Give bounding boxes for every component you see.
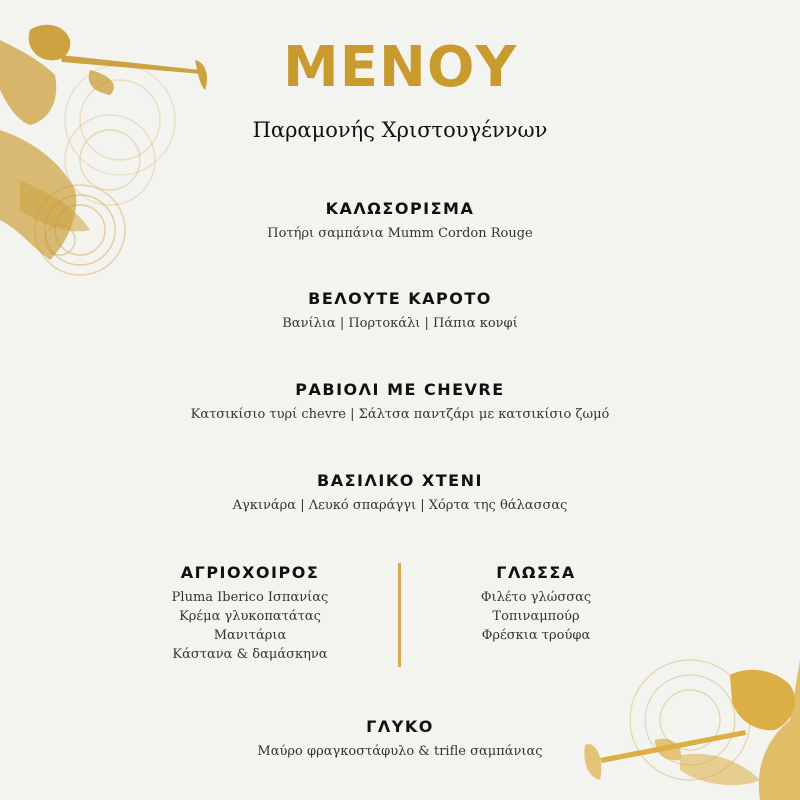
- main-choice-heading: ΓΛΩΣΣΑ: [496, 563, 576, 582]
- course-ravioli: [0, 379, 800, 426]
- main-choice-item: Κάστανα & δαμάσκηνα: [172, 647, 328, 662]
- course-description: Αγκινάρα | Λευκό σπαράγγι | Χόρτα της θάλασσας: [232, 498, 568, 513]
- menu-subtitle: Παραμονής Χριστουγέννων: [252, 118, 548, 142]
- main-choice-item: Φρέσκια τρούφα: [481, 628, 591, 643]
- course-welcome: [0, 198, 800, 245]
- course-description: Κατσικίσιο τυρί chevre | Σάλτσα παντζάρι με κατσικίσιο ζωμό: [190, 407, 610, 422]
- course-heading: ΚΑΛΩΣΟΡΙΣΜΑ: [325, 199, 475, 218]
- course-dessert: [0, 716, 800, 763]
- main-choice-item: Μανιτάρια: [213, 628, 287, 643]
- main-choice-boar: [130, 562, 370, 664]
- main-choice-item: Τοπιναμπούρ: [492, 609, 580, 624]
- column-divider: [398, 563, 401, 667]
- course-veloute: [0, 288, 800, 335]
- main-choice-item: Φιλέτο γλώσσας: [480, 590, 592, 605]
- main-choice-item: Κρέμα γλυκοπατάτας: [179, 609, 321, 624]
- menu-title: ΜΕΝΟΥ: [282, 35, 517, 100]
- dessert-heading: ΓΛΥΚΟ: [366, 717, 434, 736]
- course-description: Ποτήρι σαμπάνια Mumm Cordon Rouge: [267, 226, 533, 241]
- main-choice-sole: [416, 562, 656, 645]
- dessert-description: Μαύρο φραγκοστάφυλο & trifle σαμπάνιας: [257, 744, 543, 759]
- course-heading: ΒΕΛΟΥΤΕ ΚΑΡΟΤΟ: [308, 289, 492, 308]
- main-choice-heading: ΑΓΡΙΟΧΟΙΡΟΣ: [180, 563, 320, 582]
- course-heading: ΡΑΒΙΟΛΙ ΜΕ CHEVRE: [295, 380, 505, 399]
- course-scallop: [0, 470, 800, 517]
- course-description: Βανίλια | Πορτοκάλι | Πάπια κονφί: [282, 316, 518, 331]
- main-choice-item: Pluma Iberico Ισπανίας: [171, 590, 329, 605]
- course-heading: ΒΑΣΙΛΙΚΟ ΧΤΕΝΙ: [317, 471, 483, 490]
